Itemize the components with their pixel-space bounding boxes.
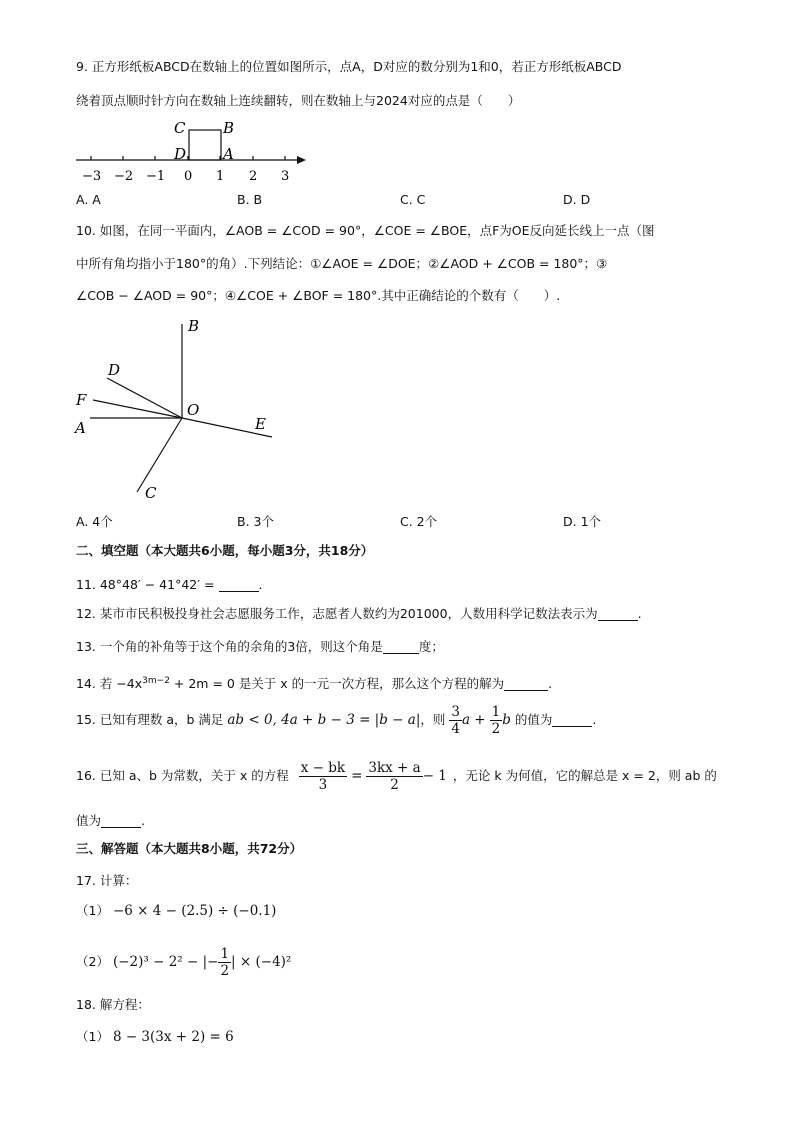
q9-option-a[interactable]: A. A	[76, 192, 101, 207]
q11-line	[76, 576, 262, 594]
q18-part1-expr: 8 − 3(3x + 2) = 6	[112, 1029, 234, 1045]
q14-answer-blank[interactable]	[504, 677, 548, 691]
q16-line1	[76, 756, 717, 796]
q10-angle-figure	[70, 312, 290, 504]
tick-label: −2	[114, 169, 134, 184]
q15-ask: 的值为	[514, 712, 553, 727]
q17-part2-expr-b: | × (−4)²	[231, 954, 292, 970]
point-c-label: C	[145, 484, 157, 502]
q12-text: 12. 某市市民积极投身社会志愿服务工作，志愿者人数约为201000，人数用科学记数法表示为	[76, 606, 598, 621]
point-f-label: F	[76, 391, 87, 409]
q16-middle: ，无论 k 为何值，它的解总是 x = 2，则 ab 的	[452, 768, 717, 783]
q14-prefix: 14. 若 −4x	[76, 676, 143, 692]
vertex-b-label: B	[223, 119, 235, 137]
square-abcd	[189, 130, 221, 160]
q18-title: 18. 解方程：	[76, 997, 150, 1012]
q9-line2: 绕着顶点顺时针方向在数轴上连续翻转，则在数轴上与2024对应的点是（ ）	[76, 93, 521, 108]
point-d-label: D	[108, 361, 121, 379]
q9-option-c[interactable]: C. C	[400, 192, 426, 207]
q13-answer-blank[interactable]	[383, 640, 419, 654]
point-e-label: E	[255, 415, 266, 433]
q16-answer-blank[interactable]	[101, 814, 141, 828]
vertex-a-label: A	[223, 145, 234, 163]
q10-line1: 10. 如图，在同一平面内，∠AOB = ∠COD = 90°，∠COE = ∠BOE，点F为OE反向延长线上一点（图	[76, 223, 655, 238]
q16-equals: =	[351, 768, 363, 784]
q12-line	[76, 605, 642, 623]
section-3-heading: 三、解答题（本大题共8小题，共72分）	[76, 841, 303, 856]
q12-suffix: .	[637, 606, 642, 621]
point-a-label: A	[75, 419, 86, 437]
tick-label: 1	[216, 169, 225, 184]
q14-middle: + 2m = 0 是关于 x 的一元一次方程，那么这个方程的解为	[169, 676, 505, 692]
q13-prefix: 13. 一个角的补角等于这个角的余角的3倍，则这个角是	[76, 639, 383, 654]
q18-part1-label: （1）	[76, 1029, 109, 1044]
q16-line2-text: 值为	[76, 813, 102, 828]
q16-rhs-tail: − 1	[422, 768, 447, 784]
tick-label: 3	[281, 169, 290, 184]
q13-suffix: 度；	[418, 639, 444, 654]
q10-line2: 中所有角均指小于180°的角）.下列结论：①∠AOE = ∠DOE；②∠AOD + ∠COB = 180°；③	[76, 256, 608, 271]
q11-suffix: .	[258, 577, 263, 592]
q15-condition: ab < 0, 4a + b − 3 = |b − a|	[227, 712, 421, 728]
q15-mid: a +	[461, 712, 486, 728]
q12-answer-blank[interactable]	[598, 607, 638, 621]
q10-line3: ∠COB − ∠AOD = 90°；④∠COE + ∠BOF = 180°.其中正确结论的个数有（ ）.	[76, 288, 561, 303]
q9-number-line-figure	[70, 116, 315, 184]
q17-part2	[76, 942, 291, 982]
q10-option-c[interactable]: C. 2个	[400, 514, 438, 529]
q9-line1: 9. 正方形纸板ABCD在数轴上的位置如图所示，点A，D对应的数分别为1和0，若正方形纸板ABCD	[76, 59, 622, 74]
vertex-c-label: C	[174, 119, 186, 137]
vertex-d-label: D	[174, 145, 187, 163]
point-b-label: B	[188, 317, 200, 335]
q15-line	[76, 700, 596, 740]
q17-part1	[76, 902, 276, 920]
q13-line	[76, 638, 444, 656]
q16-rhs-fraction: $\frac{3kx + a}{2}$	[368, 760, 421, 793]
q17-title: 17. 计算：	[76, 873, 138, 888]
q11-answer-blank[interactable]	[219, 578, 259, 592]
q9-option-b[interactable]: B. B	[237, 192, 263, 207]
q15-then: ，则	[420, 712, 446, 727]
q10-option-b[interactable]: B. 3个	[237, 514, 274, 529]
q16-line2	[76, 812, 145, 830]
q16-prefix: 16. 已知 a、b 为常数，关于 x 的方程	[76, 768, 289, 783]
q15-answer-blank[interactable]	[552, 713, 592, 727]
q14-suffix: .	[548, 676, 553, 692]
section-2-heading: 二、填空题（本大题共6小题，每小题3分，共18分）	[76, 543, 374, 558]
q17-part1-label: （1）	[76, 903, 109, 918]
q17-part1-expr: −6 × 4 − (2.5) ÷ (−0.1)	[112, 903, 277, 919]
q15-tail: b	[502, 712, 511, 728]
q10-option-a[interactable]: A. 4个	[76, 514, 113, 529]
tick-label: −3	[82, 169, 102, 184]
tick-label: 2	[249, 169, 258, 184]
point-o-label: O	[187, 401, 200, 419]
q17-part2-expr-a: (−2)³ − 2² − |−	[112, 954, 219, 970]
q15-fraction-2: $\frac{1}{2}$	[491, 704, 501, 737]
tick-label: 0	[184, 169, 193, 184]
q16-suffix: .	[141, 813, 145, 828]
q15-prefix: 15. 已知有理数 a，b 满足	[76, 712, 228, 727]
tick-label: −1	[146, 169, 166, 184]
q18-part1	[76, 1028, 234, 1046]
q15-suffix: .	[592, 712, 597, 727]
q11-prefix: 11. 48°48′ − 41°42′ =	[76, 577, 219, 592]
q9-option-d[interactable]: D. D	[563, 192, 591, 207]
q10-option-d[interactable]: D. 1个	[563, 514, 602, 529]
q17-part2-fraction: $\frac{1}{2}$	[220, 946, 230, 979]
q14-exponent: 3m−2	[142, 676, 170, 686]
q17-part2-label: （2）	[76, 954, 109, 969]
q14-line	[76, 672, 552, 693]
q16-lhs-fraction: $\frac{x - bk}{3}$	[300, 760, 346, 793]
q15-fraction-1: $\frac{3}{4}$	[451, 704, 460, 737]
